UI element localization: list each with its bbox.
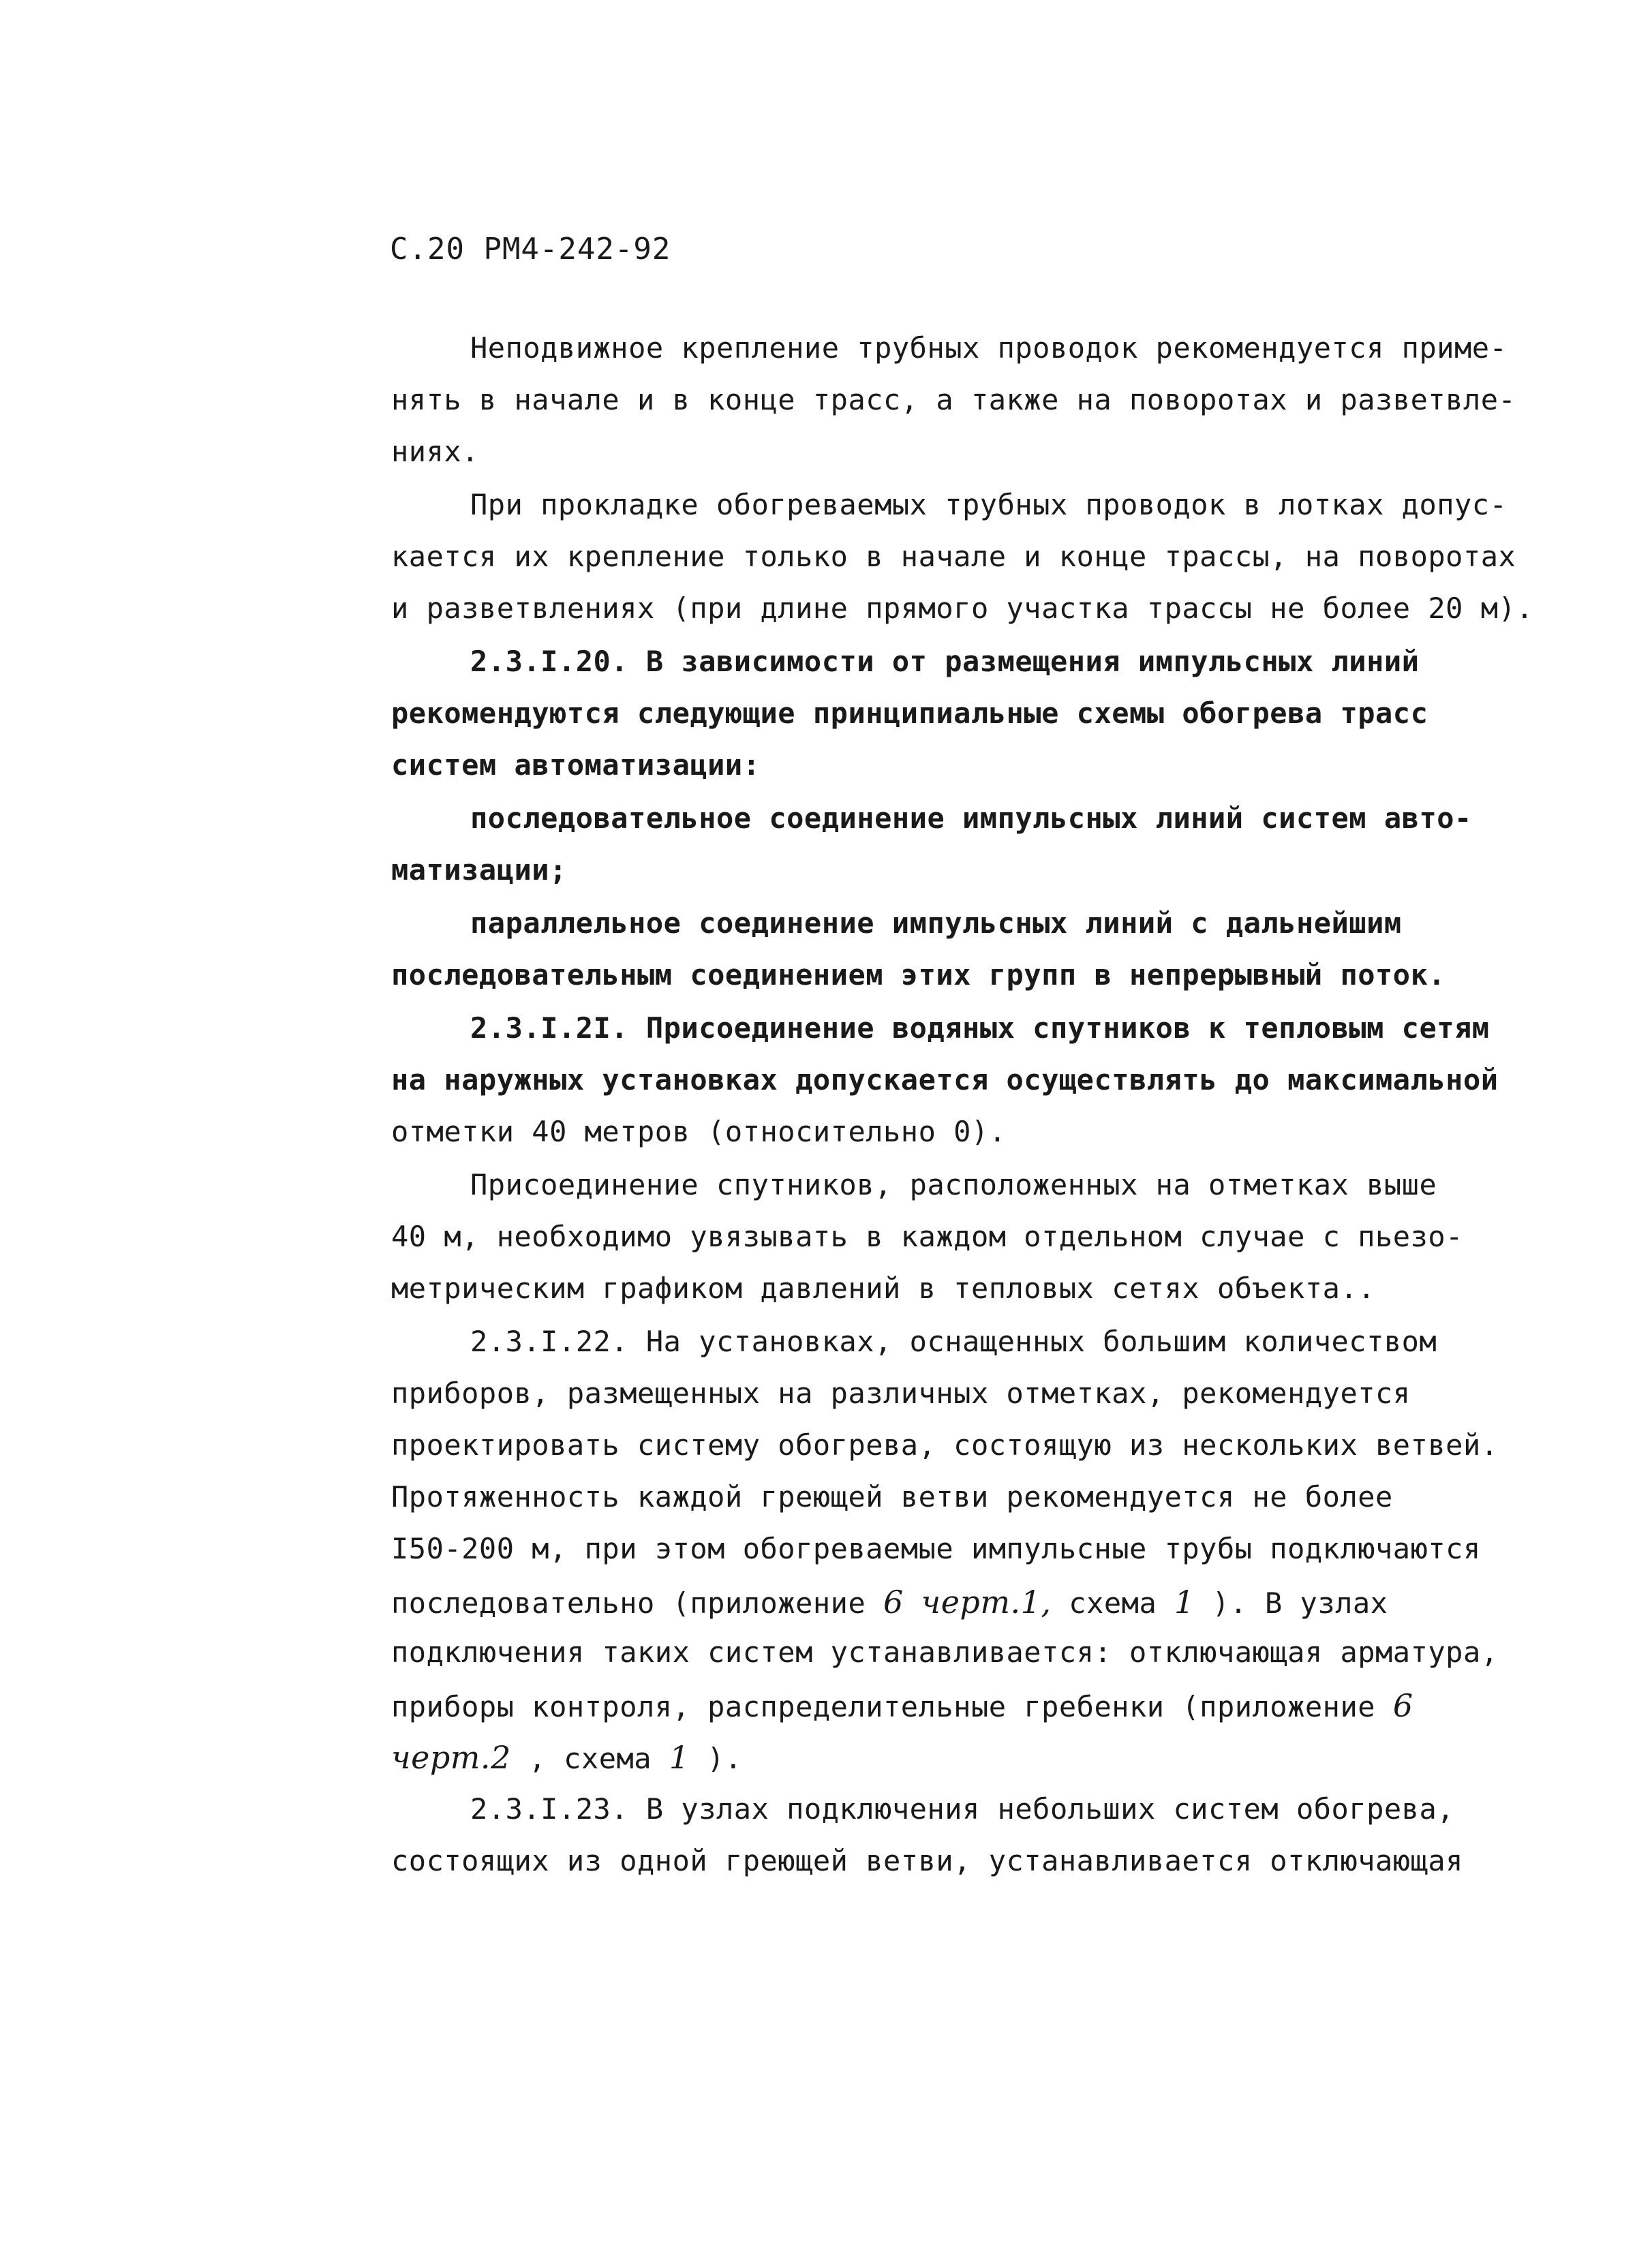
text-segment: приборы контроля, распределительные гребенки (приложение	[391, 1690, 1393, 1723]
text-line: проектировать систему обогрева, состоящую из нескольких ветвей.	[391, 1428, 1499, 1462]
text-line: параллельное соединение импульсных линий с дальнейшим	[470, 906, 1402, 940]
text-line-appendix-ref	[391, 1687, 1413, 1724]
text-line: Неподвижное крепление трубных проводок рекомендуется приме-	[470, 331, 1508, 365]
text-line: последовательное соединение импульсных линий систем авто-	[470, 801, 1472, 835]
text-line: 40 м, необходимо увязывать в каждом отдельном случае с пьезо-	[391, 1220, 1463, 1253]
text-line: 2.3.I.2I. Присоединение водяных спутников к тепловым сетям	[470, 1011, 1490, 1045]
text-line: систем автоматизации:	[391, 748, 761, 782]
text-line: приборов, размещенных на различных отметках, рекомендуется	[391, 1377, 1411, 1410]
text-line: Протяженность каждой греющей ветви рекомендуется не более	[391, 1480, 1393, 1513]
text-line: 2.3.I.23. В узлах подключения небольших систем обогрева,	[470, 1792, 1455, 1826]
text-line: нять в начале и в конце трасс, а также на поворотах и разветвле-	[391, 383, 1516, 416]
handwritten-number: 6	[1392, 1687, 1413, 1724]
text-segment: ).	[689, 1742, 743, 1775]
handwritten-number: 6	[883, 1584, 904, 1620]
text-line-appendix-ref	[391, 1739, 743, 1776]
text-line: и разветвлениях (при длине прямого участка трассы не более 20 м).	[391, 591, 1534, 625]
text-line: на наружных установках допускается осуществлять до максимальной	[391, 1063, 1499, 1096]
text-line: При прокладке обогреваемых трубных проводок в лотках допус-	[470, 488, 1508, 521]
text-line-appendix-ref	[391, 1586, 1388, 1618]
handwritten-text: черт.2	[391, 1739, 511, 1776]
text-segment: последовательно (приложение	[391, 1586, 884, 1620]
handwritten-number: 1	[1174, 1584, 1195, 1620]
text-line: метрическим графиком давлений в тепловых сетях объекта..	[391, 1272, 1376, 1305]
text-line: рекомендуются следующие принципиальные схемы обогрева трасс	[391, 696, 1428, 730]
text-line: подключения таких систем устанавливается: отключающая арматура,	[391, 1635, 1499, 1669]
page-header: С.20 РМ4-242-92	[390, 232, 671, 266]
text-line: 2.3.I.22. На установках, оснащенных большим количеством	[470, 1325, 1437, 1358]
text-segment: ). В узлах	[1194, 1586, 1388, 1620]
text-line: Присоединение спутников, расположенных на отметках выше	[470, 1168, 1437, 1201]
handwritten-text: черт.1,	[921, 1584, 1052, 1620]
text-line: матизации;	[391, 853, 567, 887]
text-line: отметки 40 метров (относительно 0).	[391, 1115, 1007, 1148]
text-line: 2.3.I.20. В зависимости от размещения импульсных линий	[470, 645, 1420, 678]
text-segment: схема	[1051, 1586, 1175, 1620]
text-line: ниях.	[391, 435, 479, 468]
text-line: I50-200 м, при этом обогреваемые импульсные трубы подключаются	[391, 1532, 1481, 1565]
text-line: кается их крепление только в начале и конце трассы, на поворотах	[391, 540, 1516, 573]
text-line: последовательным соединением этих групп в непрерывный поток.	[391, 958, 1446, 992]
text-line: состоящих из одной греющей ветви, устанавливается отключающая	[391, 1844, 1463, 1877]
handwritten-number: 1	[669, 1739, 690, 1776]
text-segment: , схема	[510, 1742, 669, 1775]
